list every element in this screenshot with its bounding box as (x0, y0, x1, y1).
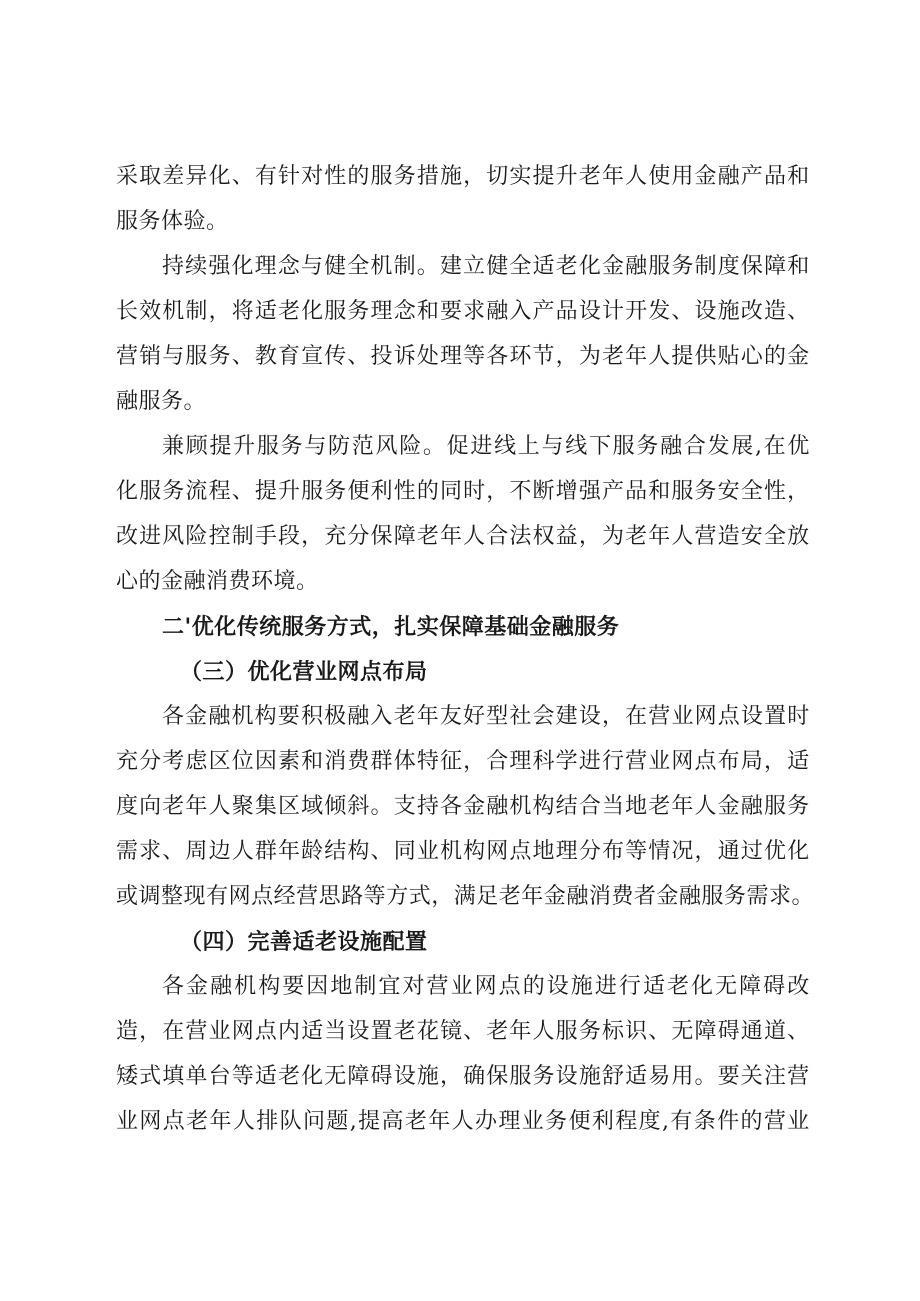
text-line: 度 向 老 年 人 聚 集 区 域 倾 斜 。 支 持 各 金 融 机 构 结 合 当 地 老 年 人 金 融 服 务 (116, 794, 810, 819)
section-heading: 二'优化传统服务方式，扎实保障基础金融服务 (162, 614, 620, 640)
text-line: 兼 顾 提 升 服 务 与 防 范 风 险 。 促 进 线 上 与 线 下 服 务 融 合 发 展 , 在 优 (162, 434, 810, 459)
text-line: 化 服 务 流 程 、 提 升 服 务 便 利 性 的 同 时 ， 不 断 增 强 产 品 和 服 务 安 全 性 ， (116, 479, 810, 504)
text-line: 各 金 融 机 构 要 积 极 融 入 老 年 友 好 型 社 会 建 设 ， 在 营 业 网 点 设 置 时 (162, 704, 810, 729)
text-line: 需 求 、 周 边 人 群 年 龄 结 构 、 同 业 机 构 网 点 地 理 分 布 等 情 况 ， 通 过 优 化 (116, 839, 810, 864)
text-line: 造 ， 在 营 业 网 点 内 适 当 设 置 老 花 镜 、 老 年 人 服 务 标 识 、 无 障 碍 通 道 、 (116, 1019, 810, 1044)
text-line: 各 金 融 机 构 要 因 地 制 宜 对 营 业 网 点 的 设 施 进 行 适 老 化 无 障 碍 改 (162, 974, 810, 999)
text-line: 服务体验。 (116, 209, 229, 234)
text-line: 长 效 机 制 ， 将 适 老 化 服 务 理 念 和 要 求 融 入 产 品 设 计 开 发 、 设 施 改 造 、 (116, 299, 810, 324)
text-line: 或 调 整 现 有 网 点 经 营 思 路 等 方 式 ， 满 足 老 年 金 融 消 费 者 金 融 服 务 需 求 。 (116, 884, 814, 909)
text-line: 充 分 考 虑 区 位 因 素 和 消 费 群 体 特 征 ， 合 理 科 学 进 行 营 业 网 点 布 局 ， 适 (116, 749, 810, 774)
text-line: 融服务。 (116, 389, 207, 414)
text-line: 采 取 差 异 化 、 有 针 对 性 的 服 务 措 施 ， 切 实 提 升 老 年 人 使 用 金 融 产 品 和 (116, 164, 810, 189)
text-line: 矮 式 填 单 台 等 适 老 化 无 障 碍 设 施 ， 确 保 服 务 设 施 舒 适 易 用 。 要 关 注 营 (116, 1064, 810, 1089)
subsection-heading: （四）完善适老设施配置 (180, 929, 428, 955)
text-line: 营 销 与 服 务 、 教 育 宣 传 、 投 诉 处 理 等 各 环 节 ， 为 老 年 人 提 供 贴 心 的 金 (116, 344, 810, 369)
text-line: 改 进 风 险 控 制 手 段 ， 充 分 保 障 老 年 人 合 法 权 益 ， 为 老 年 人 营 造 安 全 放 (116, 524, 810, 549)
subsection-heading: （三）优化营业网点布局 (180, 659, 428, 685)
text-line: 业 网 点 老 年 人 排 队 问 题 , 提 高 老 年 人 办 理 业 务 便 利 程 度 , 有 条 件 的 营 业 (116, 1109, 810, 1134)
text-line: 持 续 强 化 理 念 与 健 全 机 制 。 建 立 健 全 适 老 化 金 融 服 务 制 度 保 障 和 (162, 254, 810, 279)
text-line: 心的金融消费环境。 (116, 569, 319, 594)
